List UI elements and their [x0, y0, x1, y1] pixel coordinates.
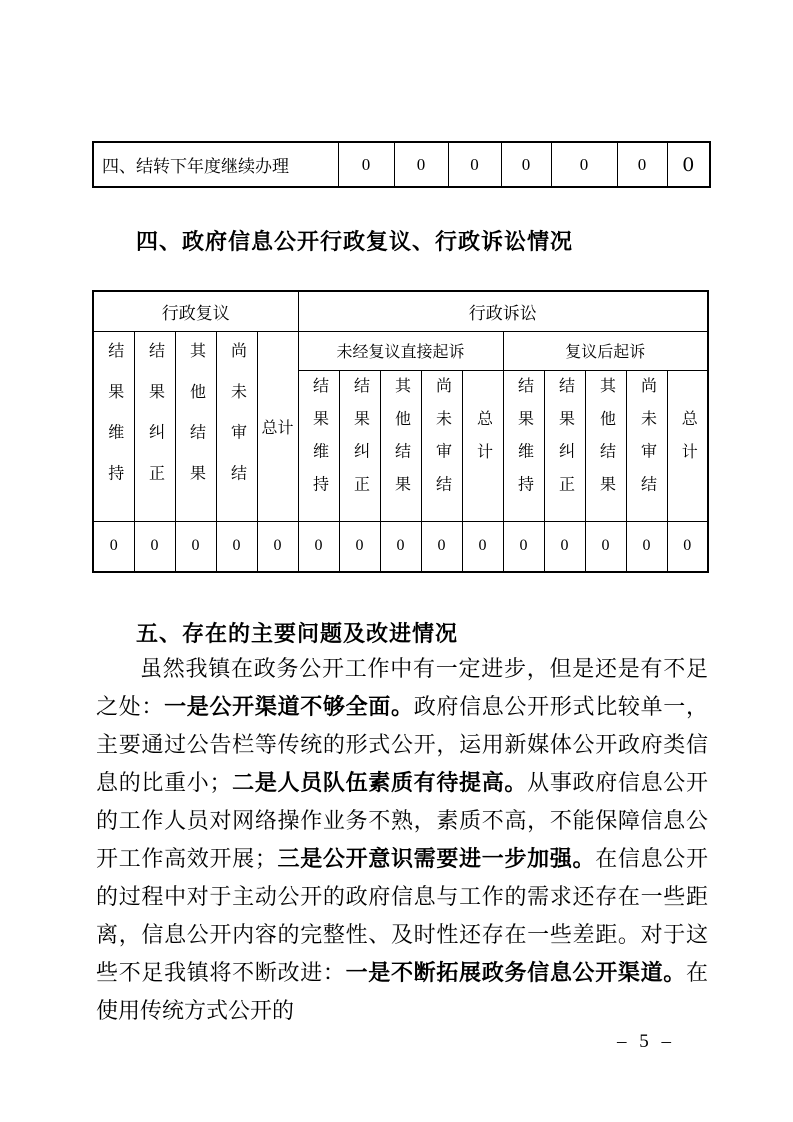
column-header-label: 其他结果: [392, 377, 410, 509]
data-cell: 0: [93, 521, 134, 572]
emphasis-segment: 一是不断拓展政务信息公开渠道。: [345, 960, 686, 985]
page-number: – 5 –: [617, 1031, 675, 1052]
emphasis-segment: 二是人员队伍素质有待提高。: [231, 770, 528, 795]
column-header-label: 总计: [679, 410, 697, 476]
vertical-column-header: [626, 370, 667, 521]
text-segment: 在信息公开的过程中对于主动公开的政府信息与工作的需求还存在一些距离，信息公开内容的完整性、及时性还存在一些差距。对于这些不足我镇将不断改进：: [96, 846, 708, 985]
data-cell: 0: [544, 521, 585, 572]
data-cell: 0: [551, 142, 617, 187]
column-header-label: 其他结果: [597, 377, 615, 509]
column-header-label: 结果纠正: [556, 377, 574, 509]
emphasis-segment: 一是公开渠道不够全面。: [164, 694, 414, 719]
data-cell: 0: [339, 521, 380, 572]
section5-paragraph: [96, 650, 708, 1030]
column-header-label: 尚未审结: [228, 341, 246, 506]
data-cell: 0: [626, 521, 667, 572]
data-cell: 0: [338, 142, 394, 187]
text-segment: 在使用传统方式公开的: [96, 960, 708, 1023]
data-cell: 0: [134, 521, 175, 572]
vertical-column-header: [585, 370, 626, 521]
post-review-suit-subheader: 复议后起诉: [503, 331, 708, 370]
review-group-header: 行政复议: [93, 291, 298, 331]
data-cell: 0: [585, 521, 626, 572]
vertical-column-header: [298, 370, 339, 521]
column-header-label: 结果维持: [105, 341, 123, 506]
data-cell: 0: [667, 142, 710, 187]
vertical-column-header: [339, 370, 380, 521]
column-header-label: 尚未审结: [638, 377, 656, 509]
litigation-table: [92, 290, 709, 573]
data-cell: 0: [216, 521, 257, 572]
vertical-column-header: [175, 331, 216, 521]
text-segment: 政府信息公开形式比较单一，主要通过公告栏等传统的形式公开，运用新媒体公开政府类信息的比重小；: [96, 694, 708, 795]
column-header-label: 结果维持: [515, 377, 533, 509]
column-header-label: 其他结果: [187, 341, 205, 506]
carryover-row-label: 四、结转下年度继续办理: [93, 142, 338, 187]
vertical-column-header: [503, 370, 544, 521]
carryover-table: [92, 141, 711, 188]
vertical-column-header: [380, 370, 421, 521]
column-header-label: 结果纠正: [146, 341, 164, 506]
column-header-label: 总计: [474, 410, 492, 476]
data-cell: 0: [501, 142, 551, 187]
data-cell: 0: [298, 521, 339, 572]
data-cell: 0: [421, 521, 462, 572]
data-cell: 0: [257, 521, 298, 572]
column-header-label: 结果维持: [310, 377, 328, 509]
section5-heading: 五、存在的主要问题及改进情况: [136, 621, 459, 646]
data-cell: 0: [462, 521, 503, 572]
section4-heading: 四、政府信息公开行政复议、行政诉讼情况: [136, 229, 574, 254]
data-cell: 0: [617, 142, 667, 187]
vertical-column-header: [216, 331, 257, 521]
direct-suit-subheader: 未经复议直接起诉: [298, 331, 503, 370]
table-row: [93, 331, 708, 370]
text-segment: 虽然我镇在政务公开工作中有一定进步，但是还是有不足之处：: [96, 656, 708, 719]
vertical-column-header: [421, 370, 462, 521]
data-cell: 0: [394, 142, 448, 187]
litigation-group-header: 行政诉讼: [298, 291, 708, 331]
table-row: [93, 521, 708, 572]
total-column-header: 总计: [257, 331, 298, 521]
data-cell: 0: [175, 521, 216, 572]
column-header-label: 结果纠正: [351, 377, 369, 509]
vertical-column-header: [544, 370, 585, 521]
table-row: [93, 291, 708, 331]
vertical-column-header: [134, 331, 175, 521]
vertical-column-header: [667, 370, 708, 521]
vertical-column-header: [462, 370, 503, 521]
table-row: [93, 142, 710, 187]
data-cell: 0: [667, 521, 708, 572]
text-segment: 从事政府信息公开的工作人员对网络操作业务不熟，素质不高，不能保障信息公开工作高效开展；: [96, 770, 708, 871]
data-cell: 0: [503, 521, 544, 572]
column-header-label: 尚未审结: [433, 377, 451, 509]
data-cell: 0: [380, 521, 421, 572]
vertical-column-header: [93, 331, 134, 521]
emphasis-segment: 三是公开意识需要进一步加强。: [276, 846, 596, 871]
data-cell: 0: [448, 142, 501, 187]
